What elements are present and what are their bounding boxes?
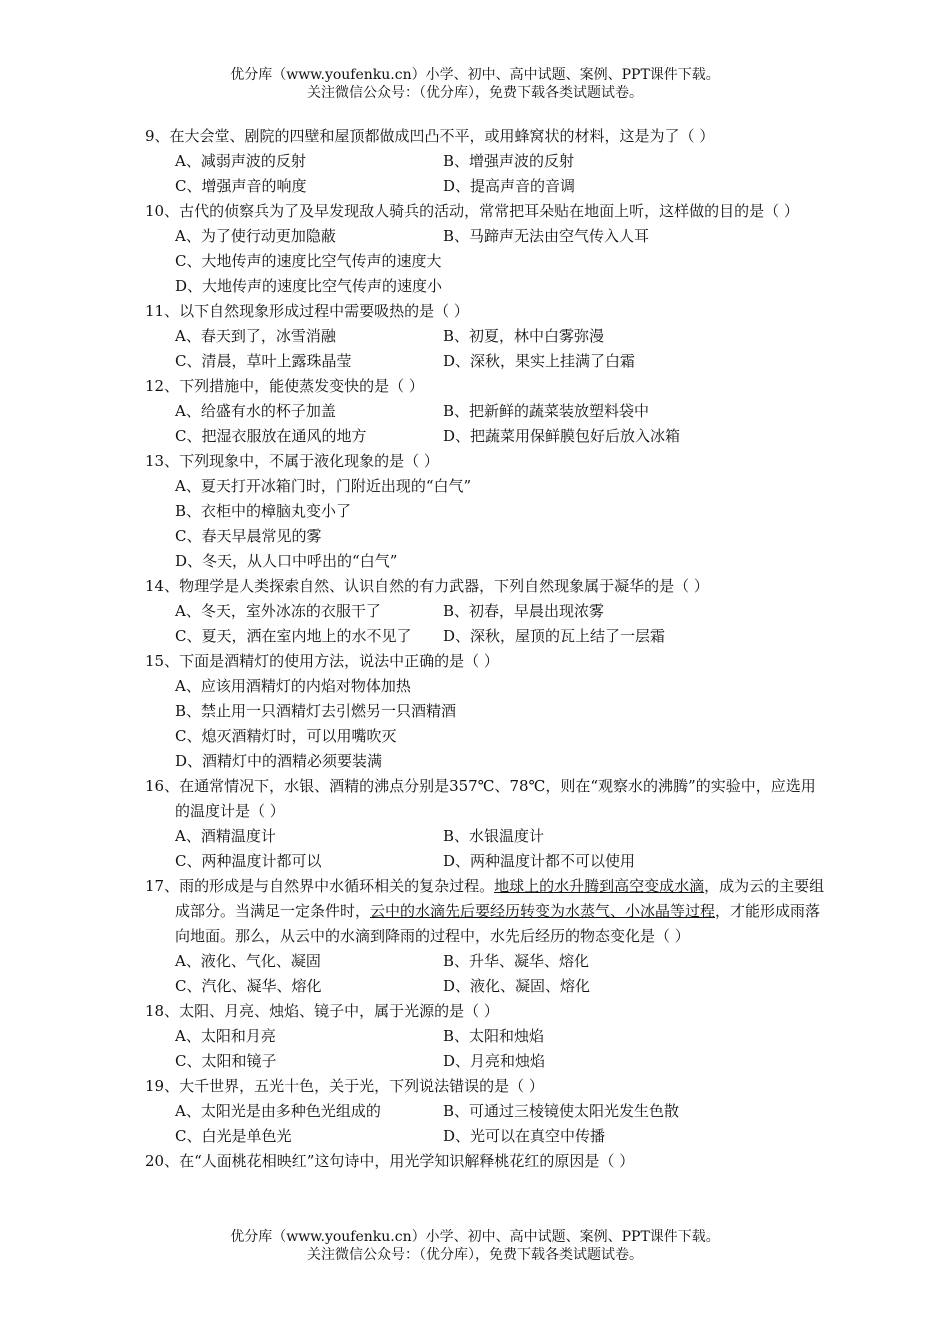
option-d: D、提高声音的音调	[443, 177, 576, 195]
question-15	[145, 649, 825, 774]
question-stem: 19、大千世界，五光十色，关于光，下列说法错误的是（ ）	[145, 1077, 544, 1095]
footer-line-2: 关注微信公众号：（优分库），免费下载各类试题试卷。	[307, 1247, 643, 1263]
option-d: D、冬天，从人口中呼出的“白气”	[175, 552, 398, 570]
option-d: D、两种温度计都不可以使用	[443, 852, 636, 870]
option-d: D、液化、凝固、熔化	[443, 977, 591, 995]
question-list	[145, 124, 825, 1174]
header-line-1: 优分库（www.youfenku.cn）小学、初中、高中试题、案例、PPT课件下载。	[230, 67, 720, 83]
option-a: A、液化、气化、凝固	[175, 952, 321, 970]
question-20	[145, 1149, 825, 1174]
question-17	[145, 874, 825, 999]
question-10	[145, 199, 825, 299]
option-a: A、应该用酒精灯的内焰对物体加热	[175, 677, 411, 695]
option-c: C、增强声音的响度	[175, 177, 307, 195]
option-b: B、禁止用一只酒精灯去引燃另一只酒精酒	[175, 702, 457, 720]
stem-part: 17、雨的形成是与自然界中水循环相关的复杂过程。	[145, 877, 495, 895]
option-a: A、给盛有水的杯子加盖	[175, 402, 336, 420]
question-stem: 16、在通常情况下，水银、酒精的沸点分别是357℃、78℃，则在“观察水的沸腾”的实验中，应选用的温度计是（ ）	[145, 777, 816, 820]
option-a: A、太阳光是由多种色光组成的	[175, 1102, 381, 1120]
option-a: A、减弱声波的反射	[175, 152, 306, 170]
option-c: C、大地传声的速度比空气传声的速度大	[175, 252, 442, 270]
question-stem: 14、物理学是人类探索自然、认识自然的有力武器，下列自然现象属于凝华的是（ ）	[145, 577, 709, 595]
underlined-phrase: 地球上的水升腾到高空变成水滴	[494, 877, 705, 895]
question-stem: 10、古代的侦察兵为了及早发现敌人骑兵的活动，常常把耳朵贴在地面上听，这样做的目的是（ ）	[145, 202, 799, 220]
page-header	[0, 66, 950, 102]
option-c: C、把湿衣服放在通风的地方	[175, 427, 367, 445]
option-d: D、大地传声的速度比空气传声的速度小	[175, 277, 443, 295]
option-b: B、升华、凝华、熔化	[443, 952, 590, 970]
option-c: C、夏天，洒在室内地上的水不见了	[175, 627, 412, 645]
question-stem	[145, 874, 825, 949]
question-14	[145, 574, 825, 649]
question-stem: 13、下列现象中，不属于液化现象的是（ ）	[145, 452, 439, 470]
option-c: C、两种温度计都可以	[175, 852, 322, 870]
option-b: B、太阳和烛焰	[443, 1027, 545, 1045]
option-c: C、汽化、凝华、熔化	[175, 977, 322, 995]
option-b: B、可通过三棱镜使太阳光发生色散	[443, 1102, 680, 1120]
option-d: D、酒精灯中的酒精必须要装满	[175, 752, 383, 770]
option-b: B、衣柜中的樟脑丸变小了	[175, 502, 352, 520]
question-stem: 12、下列措施中，能使蒸发变快的是（ ）	[145, 377, 424, 395]
question-16	[145, 774, 825, 874]
question-18	[145, 999, 825, 1074]
option-b: B、初夏，林中白雾弥漫	[443, 327, 605, 345]
option-b: B、把新鲜的蔬菜装放塑料袋中	[443, 402, 650, 420]
option-b: B、增强声波的反射	[443, 152, 575, 170]
stem-part: ，才能形成雨落向地面。那么，从云中的水滴到降雨的过程中，水先后经历的物态变化是（ ）	[175, 902, 821, 945]
header-line-2: 关注微信公众号：（优分库），免费下载各类试题试卷。	[307, 85, 643, 101]
option-d: D、深秋，果实上挂满了白霜	[443, 352, 636, 370]
option-d: D、深秋，屋顶的瓦上结了一层霜	[443, 627, 666, 645]
option-c: C、清晨，草叶上露珠晶莹	[175, 352, 352, 370]
option-a: A、太阳和月亮	[175, 1027, 276, 1045]
option-d: D、光可以在真空中传播	[443, 1127, 606, 1145]
option-a: A、为了使行动更加隐蔽	[175, 227, 336, 245]
option-b: B、马蹄声无法由空气传入人耳	[443, 227, 650, 245]
option-c: C、太阳和镜子	[175, 1052, 277, 1070]
question-stem: 11、以下自然现象形成过程中需要吸热的是（ ）	[145, 302, 469, 320]
question-stem: 18、太阳、月亮、烛焰、镜子中，属于光源的是（ ）	[145, 1002, 499, 1020]
option-b: B、水银温度计	[443, 827, 545, 845]
question-11	[145, 299, 825, 374]
footer-line-1: 优分库（www.youfenku.cn）小学、初中、高中试题、案例、PPT课件下载。	[230, 1229, 720, 1245]
option-b: B、初春，早晨出现浓雾	[443, 602, 605, 620]
option-d: D、把蔬菜用保鲜膜包好后放入冰箱	[443, 427, 681, 445]
option-c: C、春天早晨常见的雾	[175, 527, 322, 545]
question-19	[145, 1074, 825, 1149]
option-d: D、月亮和烛焰	[443, 1052, 546, 1070]
stem-part: ，成为云的主要组成部分。当满足一定条件时，	[175, 877, 825, 920]
option-a: A、酒精温度计	[175, 827, 276, 845]
option-c: C、白光是单色光	[175, 1127, 292, 1145]
question-9	[145, 124, 825, 199]
question-stem: 20、在“人面桃花相映红”这句诗中，用光学知识解释桃花红的原因是（ ）	[145, 1152, 635, 1170]
question-stem: 15、下面是酒精灯的使用方法，说法中正确的是（ ）	[145, 652, 499, 670]
page-footer	[0, 1228, 950, 1264]
option-c: C、熄灭酒精灯时，可以用嘴吹灭	[175, 727, 397, 745]
question-12	[145, 374, 825, 449]
option-a: A、冬天，室外冰冻的衣服干了	[175, 602, 381, 620]
option-a: A、春天到了，冰雪消融	[175, 327, 336, 345]
underlined-phrase: 云中的水滴先后要经历转变为水蒸气、小冰晶等过程	[370, 902, 716, 920]
question-stem: 9、在大会堂、剧院的四壁和屋顶都做成凹凸不平，或用蜂窝状的材料，这是为了（ ）	[145, 127, 715, 145]
question-13	[145, 449, 825, 574]
option-a: A、夏天打开冰箱门时，门附近出现的“白气”	[175, 477, 472, 495]
